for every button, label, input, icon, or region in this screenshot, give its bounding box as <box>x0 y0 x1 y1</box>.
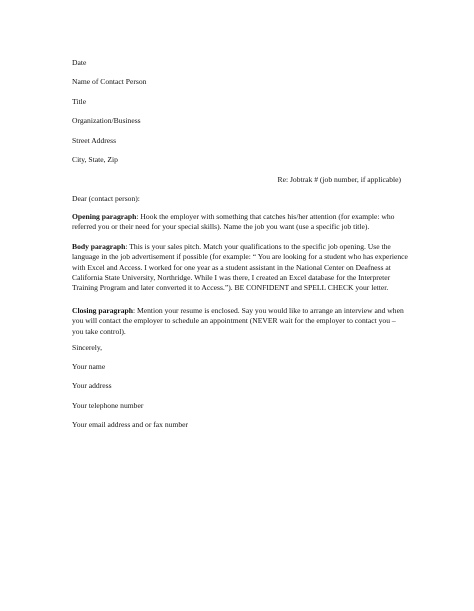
closing-paragraph-label: Closing paragraph <box>72 306 133 315</box>
date-line: Date <box>72 58 87 67</box>
salutation: Dear (contact person): <box>72 194 140 203</box>
opening-paragraph-label: Opening paragraph <box>72 212 137 221</box>
sincerely-line: Sincerely, <box>72 343 103 352</box>
opening-paragraph-text: : Hook the employer with something that catches his/her attention (for example: who referred you or their need for your special skills). Name the job you want (use a specific job title). <box>72 212 395 232</box>
opening-paragraph <box>72 212 408 233</box>
your-name-line: Your name <box>72 362 106 371</box>
title-line: Title <box>72 97 87 106</box>
city-state-zip-line: City, State, Zip <box>72 155 118 164</box>
your-address-line: Your address <box>72 381 112 390</box>
body-paragraph-text: : This is your sales pitch. Match your qualifications to the specific job opening. Use the language in the job advertisement if possible (for example: “ You are looking for a student who has experience with Excel and Access. I worked for one year as a student assistant in the National Center on Deafness at California State University, Northridge. While I was there, I created an Excel database for the Interpreter Training Program and later converted it to Access.”). BE CONFIDENT and SPELL CHECK your letter. <box>72 242 408 293</box>
body-paragraph-label: Body paragraph <box>72 242 126 251</box>
contact-name-line: Name of Contact Person <box>72 77 147 86</box>
reference-line: Re: Jobtrak # (job number, if applicable) <box>277 175 401 184</box>
your-email-line: Your email address and or fax number <box>72 420 189 429</box>
body-paragraph <box>72 242 408 293</box>
street-address-line: Street Address <box>72 136 117 145</box>
organization-line: Organization/Business <box>72 116 141 125</box>
closing-paragraph-text: : Mention your resume is enclosed. Say you would like to arrange an interview and when you will contact the employer to schedule an appointment (NEVER wait for the employer to contact you – you take control). <box>72 306 404 336</box>
your-phone-line: Your telephone number <box>72 401 144 410</box>
closing-paragraph <box>72 306 408 337</box>
